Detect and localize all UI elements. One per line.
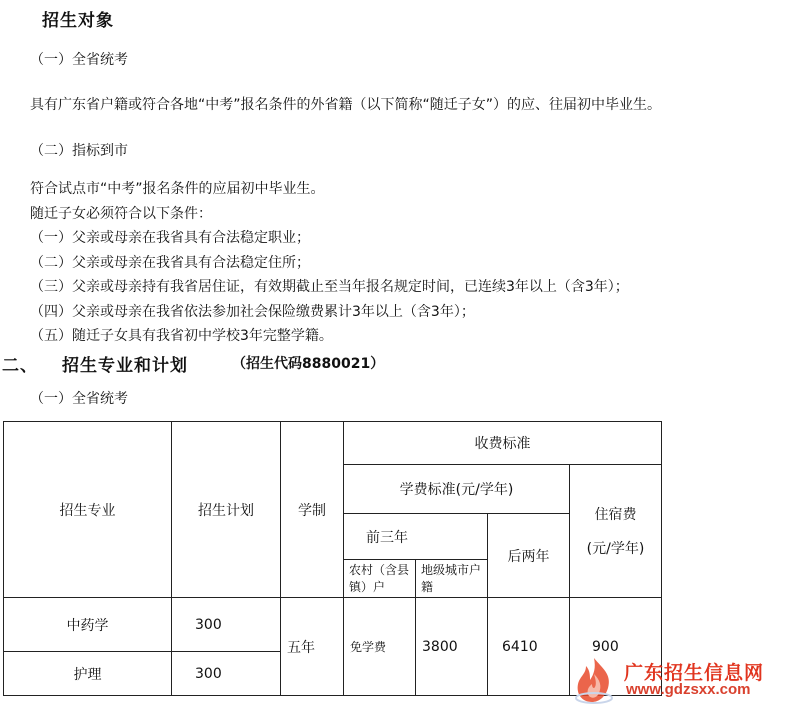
years-cell: 五年 [281,598,344,696]
conditions-intro: 随迁子女必须符合以下条件： [30,206,212,222]
condition-item: （一）父亲或母亲在我省具有合法稳定职业； [30,230,310,246]
header-major: 招生专业 [4,422,172,598]
last-two-years-fee-cell: 6410 [488,598,570,696]
enrollment-plan-table [3,421,662,696]
header-first-three-years: 前三年 [344,514,488,560]
header-years: 学制 [281,422,344,598]
condition-item: （三）父亲或母亲持有我省居住证，有效期截止至当年报名规定时间，已连续3年以上（含3年）； [30,279,629,295]
watermark-url: www.gdzsxx.com [626,681,751,698]
header-tuition: 学费标准(元/学年) [344,465,570,514]
header-lodging-unit: (元/学年) [586,541,645,557]
major-cell: 中药学 [4,598,172,652]
city-quota-text: 符合试点市“中考”报名条件的应届初中毕业生。 [30,181,325,197]
eligibility-text: 具有广东省户籍或符合各地“中考”报名条件的外省籍（以下简称“随迁子女”）的应、往届初中毕业生。 [30,97,662,113]
table-section-label: （一）全省统考 [30,391,128,407]
header-plan: 招生计划 [172,422,281,598]
header-lodging-label: 住宿费 [594,507,637,523]
header-lodging [570,465,662,598]
subsection-label-city-quota: （二）指标到市 [30,143,128,159]
condition-item: （二）父亲或母亲在我省具有合法稳定住所； [30,255,310,271]
rural-fee-cell: 免学费 [344,598,416,696]
section-title: 招生专业和计划 [62,356,188,376]
plan-cell: 300 [172,598,281,652]
header-rural: 农村（含县镇）户 [344,560,416,598]
condition-item: （四）父亲或母亲在我省依法参加社会保险缴费累计3年以上（含3年）； [30,304,475,320]
enrollment-code: （招生代码8880021） [232,356,385,372]
header-city: 地级城市户籍 [416,560,488,598]
header-fee-standard: 收费标准 [344,422,662,465]
section-number: 二、 [2,356,38,376]
major-cell: 护理 [4,652,172,696]
condition-item: （五）随迁子女具有我省初中学校3年完整学籍。 [30,328,333,344]
plan-cell: 300 [172,652,281,696]
watermark-site-name: 广东招生信息网 [624,662,765,684]
site-watermark [568,654,768,706]
flame-logo-icon [568,654,620,706]
section-heading: 招生对象 [42,11,114,31]
lodging-fee-cell: 900 [570,598,662,696]
table-row [4,598,662,652]
city-fee-cell: 3800 [416,598,488,696]
subsection-label-province-exam: （一）全省统考 [30,52,128,68]
header-last-two-years: 后两年 [488,514,570,598]
